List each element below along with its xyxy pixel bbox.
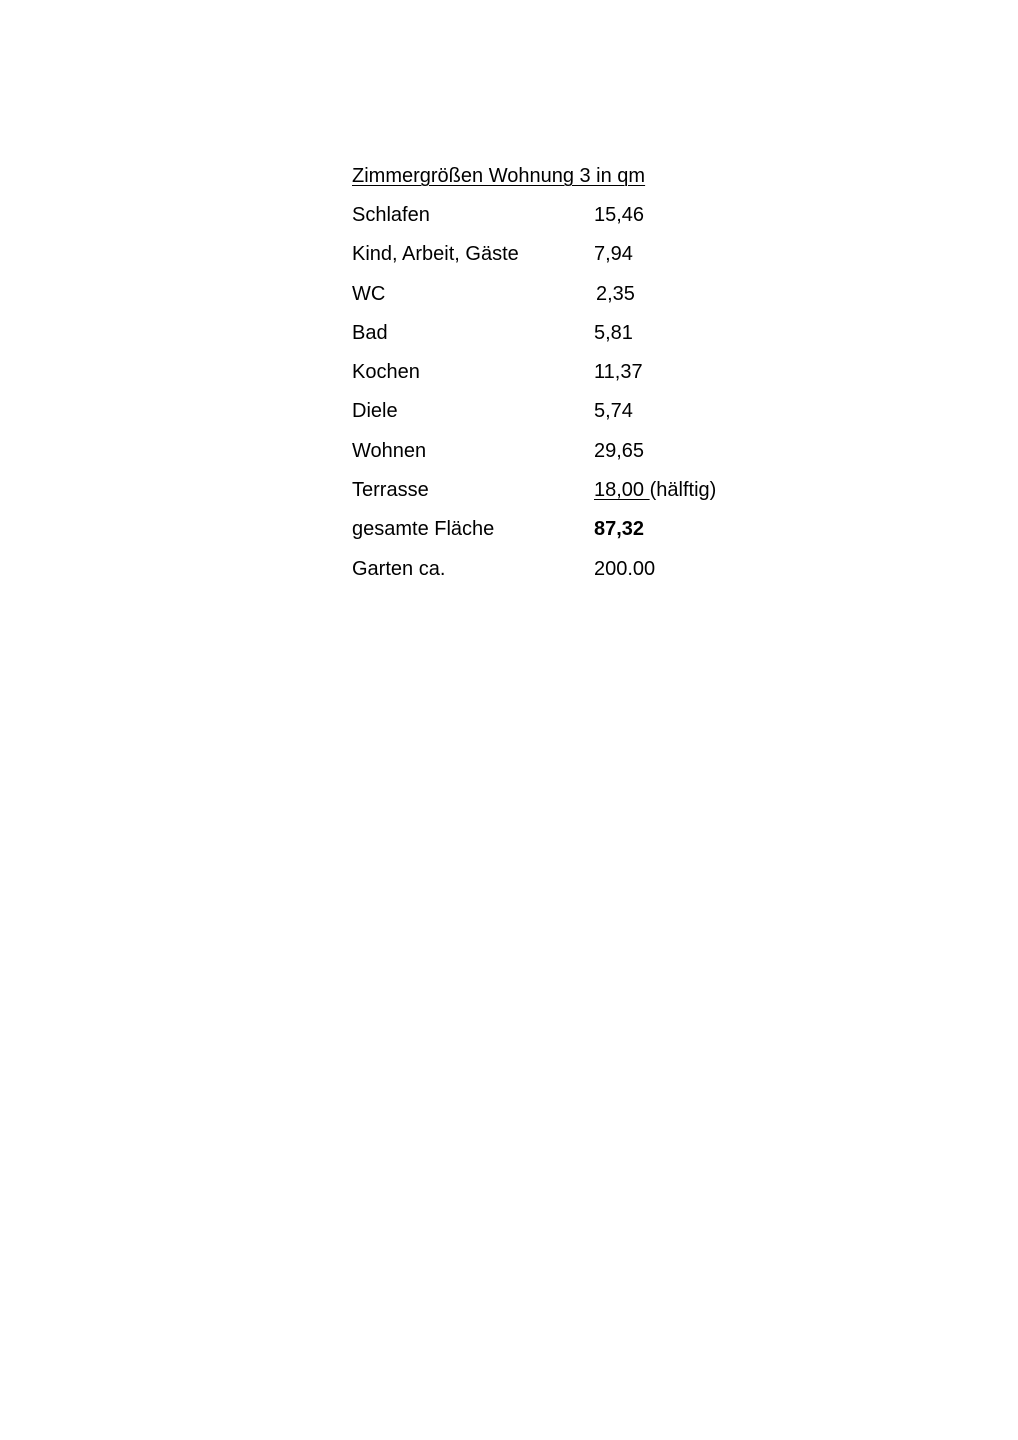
- room-size-list: [352, 201, 772, 594]
- total-area-value: 87,32: [594, 518, 645, 541]
- total-area-label: gesamte Fläche: [352, 518, 495, 541]
- room-label: Kochen: [352, 361, 420, 384]
- room-row-wc: [352, 280, 772, 319]
- room-row-diele: [352, 397, 772, 436]
- room-value: 29,65: [594, 439, 645, 462]
- room-row-wohnen: [352, 437, 772, 476]
- garden-row: [352, 555, 772, 594]
- room-label: Bad: [352, 321, 388, 344]
- room-label: Diele: [352, 400, 398, 423]
- room-value: 2,35: [596, 282, 635, 305]
- room-value: 7,94: [594, 243, 633, 266]
- room-label: Kind, Arbeit, Gäste: [352, 243, 519, 266]
- room-row-kind-arbeit-gaeste: [352, 240, 772, 279]
- room-value: 15,46: [594, 204, 645, 226]
- room-value: 5,74: [594, 400, 633, 423]
- room-row-bad: [352, 319, 772, 358]
- document-title: Zimmergrößen Wohnung 3 in qm: [352, 165, 646, 187]
- garden-label: Garten ca.: [352, 557, 446, 580]
- room-value: 18,00: [594, 479, 650, 502]
- room-label: Wohnen: [352, 439, 427, 462]
- total-area-row: [352, 515, 772, 554]
- room-row-schlafen: [352, 201, 772, 240]
- room-row-terrasse: [352, 476, 772, 515]
- garden-value: 200.00: [594, 557, 656, 580]
- room-note: (hälftig): [649, 479, 717, 502]
- document-page: [352, 162, 772, 594]
- room-value: 5,81: [594, 321, 633, 344]
- room-label: WC: [352, 282, 386, 305]
- room-label: Schlafen: [352, 204, 430, 226]
- room-value: 11,37: [594, 361, 643, 384]
- room-label: Terrasse: [352, 479, 429, 502]
- room-row-kochen: [352, 358, 772, 397]
